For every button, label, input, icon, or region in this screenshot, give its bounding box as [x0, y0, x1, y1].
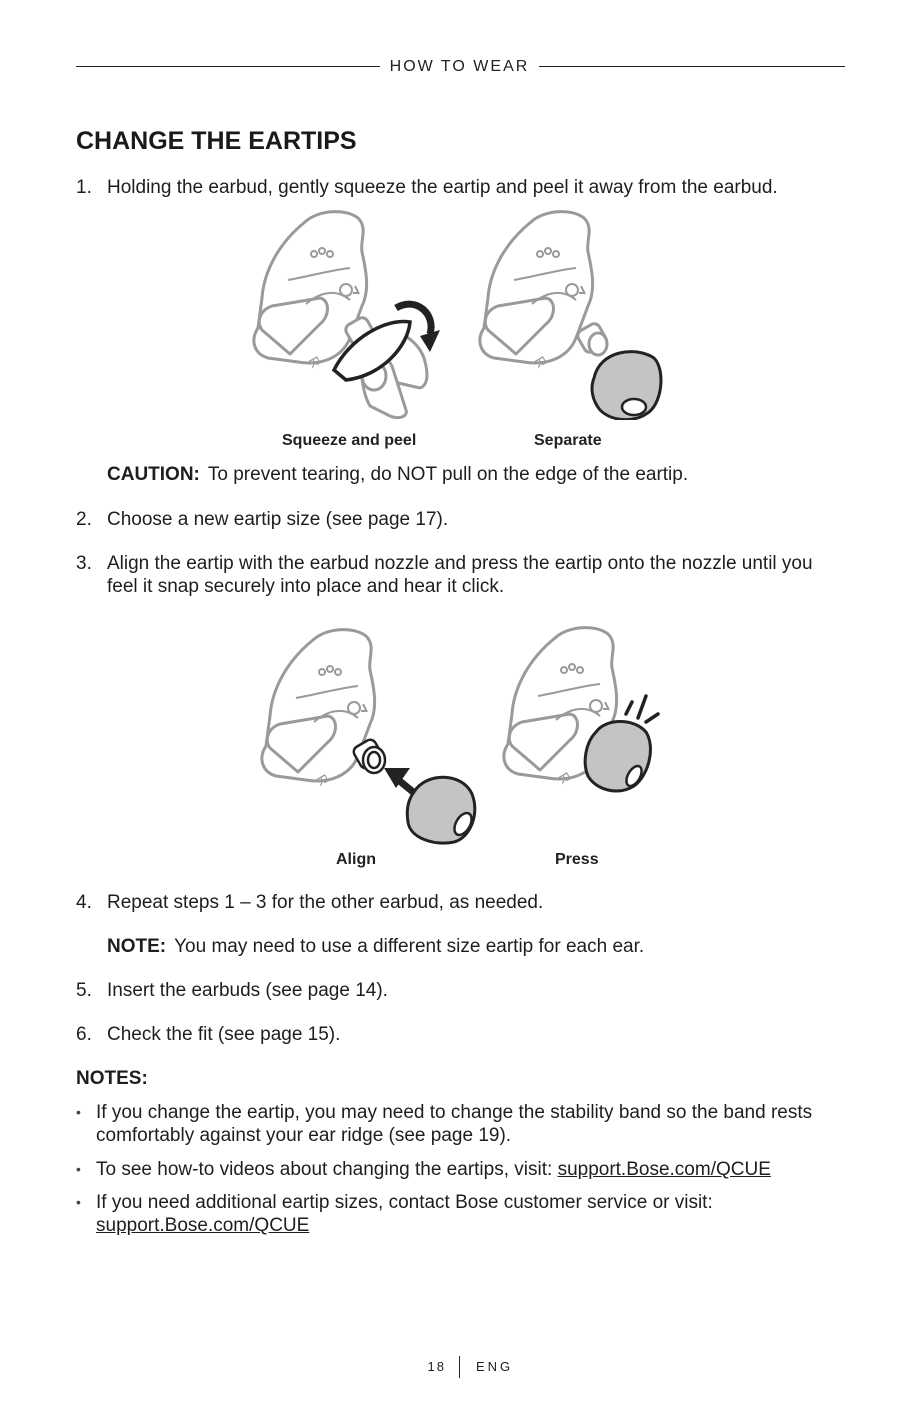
step-number: 1.	[76, 177, 92, 198]
squeeze-and-peel-caption: Squeeze and peel	[282, 432, 417, 449]
align-illustration	[258, 628, 483, 846]
step-1	[76, 176, 846, 199]
footer-divider	[459, 1356, 460, 1378]
notes-item	[76, 1158, 836, 1181]
step-text: Holding the earbud, gently squeeze the eartip and peel it away from the earbud.	[107, 177, 778, 198]
step-number: 3.	[76, 553, 92, 574]
note-text: You may need to use a different size eartip for each ear.	[174, 936, 645, 957]
step-text: Insert the earbuds (see page 14).	[107, 980, 388, 1001]
support-link[interactable]: support.Bose.com/QCUE	[557, 1159, 771, 1180]
step-text: Choose a new eartip size (see page 17).	[107, 509, 449, 530]
notes-item	[76, 1191, 836, 1237]
earbud-side-label: R	[313, 771, 333, 789]
caution-note	[107, 463, 847, 486]
earbud-side-label: R	[305, 353, 325, 371]
eartip	[407, 777, 475, 843]
step-2	[76, 508, 846, 531]
bullet-symbol: •	[76, 1104, 81, 1120]
squeeze-and-peel-illustration	[250, 210, 440, 420]
step-number: 5.	[76, 980, 92, 1001]
seated-eartip	[585, 722, 650, 791]
detached-eartip	[592, 352, 661, 420]
earbud-side-label: R	[531, 353, 551, 371]
step-text: Repeat steps 1 – 3 for the other earbud, as needed.	[107, 892, 544, 913]
press-caption: Press	[555, 851, 599, 868]
step-6	[76, 1023, 846, 1046]
click-indicator	[626, 696, 658, 722]
notes-item-text: If you change the eartip, you may need to change the stability band so the band rests comfortably against your ear ridge (see page 19).	[96, 1102, 813, 1146]
notes-item-text: To see how-to videos about changing the eartips, visit:	[96, 1159, 558, 1180]
caution-label: CAUTION:	[107, 464, 200, 485]
bullet-symbol: •	[76, 1194, 81, 1210]
size-note	[107, 935, 847, 958]
step-number: 6.	[76, 1024, 92, 1045]
bullet-symbol: •	[76, 1161, 81, 1177]
separate-illustration	[476, 210, 671, 420]
step-text: Align the eartip with the earbud nozzle and press the eartip onto the nozzle until you feel it snap securely into place and hear it click.	[107, 553, 813, 597]
separate-caption: Separate	[534, 432, 602, 449]
page-title: CHANGE THE EARTIPS	[76, 127, 357, 155]
language-label: ENG	[476, 1359, 514, 1374]
align-caption: Align	[336, 851, 376, 868]
page-number: 18	[427, 1359, 446, 1374]
notes-heading: NOTES:	[76, 1068, 148, 1089]
header-rule-right	[539, 66, 845, 67]
notes-item	[76, 1101, 836, 1147]
step-5	[76, 979, 846, 1002]
note-label: NOTE:	[107, 936, 167, 957]
support-link[interactable]: support.Bose.com/QCUE	[96, 1215, 310, 1236]
step-4	[76, 891, 846, 914]
earbud-body	[480, 212, 608, 363]
notes-item-text: If you need additional eartip sizes, contact Bose customer service or visit:	[96, 1192, 713, 1213]
header-rule-left	[76, 66, 380, 67]
step-text: Check the fit (see page 15).	[107, 1024, 341, 1045]
section-header	[76, 55, 845, 79]
step-3	[76, 552, 846, 598]
step-number: 2.	[76, 509, 92, 530]
step-number: 4.	[76, 892, 92, 913]
earbud-side-label: R	[555, 769, 575, 787]
caution-text: To prevent tearing, do NOT pull on the edge of the eartip.	[207, 464, 689, 485]
page-footer	[0, 1356, 920, 1378]
press-illustration	[500, 626, 670, 796]
section-header-title: HOW TO WEAR	[389, 58, 530, 75]
